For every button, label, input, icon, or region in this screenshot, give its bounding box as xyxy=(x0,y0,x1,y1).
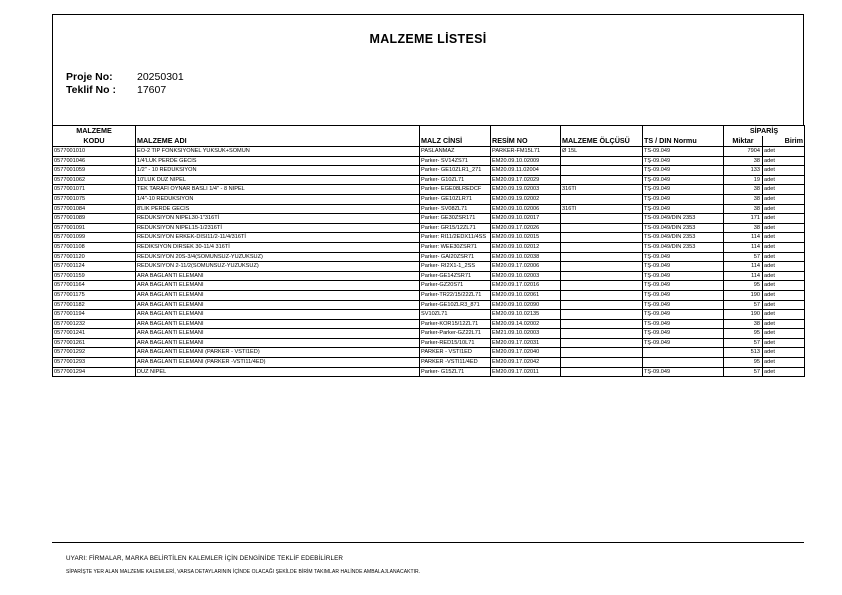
header-box-left-border xyxy=(52,14,53,125)
material-list-table xyxy=(52,125,805,377)
size-cell xyxy=(561,262,643,272)
name-cell: ARA BAGLANTI ELEMANI xyxy=(136,310,420,320)
table-row xyxy=(53,223,805,233)
type-cell: Parker- GE10ZLR1_271 xyxy=(420,166,491,176)
table-row xyxy=(53,252,805,262)
unit-cell: adet xyxy=(763,281,805,291)
name-cell: ARA BAGLANTI ELEMANI xyxy=(136,281,420,291)
qty-cell: 95 xyxy=(724,281,763,291)
unit-cell: adet xyxy=(763,156,805,166)
offer-number-label: Teklif No : xyxy=(66,84,116,96)
code-cell: 0577001293 xyxy=(53,358,136,368)
size-cell xyxy=(561,290,643,300)
qty-cell: 38 xyxy=(724,204,763,214)
code-cell: 0577001120 xyxy=(53,252,136,262)
header-drawing-top xyxy=(491,126,561,137)
type-cell: Parker: GR15/12ZL71 xyxy=(420,223,491,233)
standard-cell: TS-09.049 xyxy=(643,147,724,157)
footer-divider xyxy=(52,542,804,543)
header-size: MALZEME ÖLÇÜSÜ xyxy=(561,136,643,147)
table-row xyxy=(53,329,805,339)
header-type-top xyxy=(420,126,491,137)
table-body xyxy=(53,147,805,377)
name-cell: TEK TARAFI OYNAR BASLI 1/4" - 8 NIPEL xyxy=(136,185,420,195)
size-cell xyxy=(561,194,643,204)
size-cell xyxy=(561,348,643,358)
qty-cell: 7904 xyxy=(724,147,763,157)
table-row xyxy=(53,338,805,348)
header-size-top xyxy=(561,126,643,137)
header-box-right-border xyxy=(803,14,804,125)
size-cell: Ø 15L xyxy=(561,147,643,157)
code-cell: 0577001108 xyxy=(53,242,136,252)
name-cell: ARA BAGLANTI ELEMANI xyxy=(136,300,420,310)
drawing-cell: EM20.09.10.02003 xyxy=(491,271,561,281)
code-cell: 0577001046 xyxy=(53,156,136,166)
unit-cell: adet xyxy=(763,348,805,358)
type-cell: Parker-TR22/15/22ZL71 xyxy=(420,290,491,300)
table-row xyxy=(53,281,805,291)
size-cell xyxy=(561,242,643,252)
unit-cell: adet xyxy=(763,252,805,262)
project-number-value: 20250301 xyxy=(137,71,184,83)
unit-cell: adet xyxy=(763,223,805,233)
standard-cell: TS-09.049/DIN 2353 xyxy=(643,214,724,224)
qty-cell: 133 xyxy=(724,166,763,176)
qty-cell: 513 xyxy=(724,348,763,358)
size-cell xyxy=(561,252,643,262)
size-cell xyxy=(561,156,643,166)
type-cell: Parker- SV14ZS71 xyxy=(420,156,491,166)
name-cell: ARA BAGLANTI ELEMANI (PARKER -VSTI11/4ED) xyxy=(136,358,420,368)
table-row xyxy=(53,367,805,377)
header-order: SİPARİŞ xyxy=(724,126,805,137)
size-cell xyxy=(561,271,643,281)
drawing-cell: EM20.09.10.02038 xyxy=(491,252,561,262)
drawing-cell: EM20.09.10.02135 xyxy=(491,310,561,320)
code-cell: 0577001099 xyxy=(53,233,136,243)
name-cell: 10'LUK DUZ NIPEL xyxy=(136,175,420,185)
unit-cell: adet xyxy=(763,166,805,176)
type-cell: Parker- RI2X1-1_2SS xyxy=(420,262,491,272)
name-cell: ARA BAGLANTI ELEMANI xyxy=(136,329,420,339)
drawing-cell: EM20.09.17.02016 xyxy=(491,281,561,291)
drawing-cell: EM20.09.17.02042 xyxy=(491,358,561,368)
code-cell: 0577001091 xyxy=(53,223,136,233)
standard-cell: TŞ-09.049 xyxy=(643,262,724,272)
size-cell xyxy=(561,214,643,224)
unit-cell: adet xyxy=(763,329,805,339)
header-qty: Miktar xyxy=(724,136,763,147)
standard-cell: TŞ-09.049 xyxy=(643,338,724,348)
code-cell: 0577001062 xyxy=(53,175,136,185)
drawing-cell: EM20.09.17.02040 xyxy=(491,348,561,358)
drawing-cell: EM20.09.10.02090 xyxy=(491,300,561,310)
standard-cell xyxy=(643,358,724,368)
name-cell: REDUKSIYON NIPEL15-1/2316Tİ xyxy=(136,223,420,233)
document-title: MALZEME LİSTESİ xyxy=(369,32,487,46)
type-cell: Parker- G10ZL71 xyxy=(420,175,491,185)
name-cell: 1/2" - 10 REDUKSIYON xyxy=(136,166,420,176)
table-row xyxy=(53,310,805,320)
unit-cell: adet xyxy=(763,290,805,300)
type-cell: Parker-RED15/10L71 xyxy=(420,338,491,348)
drawing-cell: EM20.09.10.02017 xyxy=(491,214,561,224)
name-cell: ARA BAGLANTI ELEMANI xyxy=(136,319,420,329)
type-cell: Parker-GE10ZLR3_871 xyxy=(420,300,491,310)
table-row xyxy=(53,147,805,157)
header-name: MALZEME ADI xyxy=(136,136,420,147)
code-cell: 0577001164 xyxy=(53,281,136,291)
code-cell: 0577001084 xyxy=(53,204,136,214)
drawing-cell: EM20.09.10.02012 xyxy=(491,242,561,252)
type-cell: PASLANMAZ xyxy=(420,147,491,157)
table-row xyxy=(53,319,805,329)
table-row xyxy=(53,233,805,243)
size-cell xyxy=(561,175,643,185)
drawing-cell: EM20.09.17.02031 xyxy=(491,338,561,348)
offer-number-value: 17607 xyxy=(137,84,167,96)
table-row xyxy=(53,271,805,281)
standard-cell: TŞ-09.049 xyxy=(643,166,724,176)
qty-cell: 190 xyxy=(724,310,763,320)
type-cell: Parker- GAI20ZSR71 xyxy=(420,252,491,262)
table-row xyxy=(53,348,805,358)
qty-cell: 57 xyxy=(724,300,763,310)
qty-cell: 114 xyxy=(724,271,763,281)
qty-cell: 57 xyxy=(724,367,763,377)
qty-cell: 38 xyxy=(724,319,763,329)
drawing-cell: EM20.09.17.02026 xyxy=(491,223,561,233)
size-cell xyxy=(561,338,643,348)
name-cell: REDUKSIYON ERKEK-DISI11/2-11/4/316Tİ xyxy=(136,233,420,243)
unit-cell: adet xyxy=(763,185,805,195)
unit-cell: adet xyxy=(763,262,805,272)
name-cell: ARA BAGLANTI ELEMANI xyxy=(136,271,420,281)
qty-cell: 19 xyxy=(724,175,763,185)
code-cell: 0577001241 xyxy=(53,329,136,339)
header-standard-top xyxy=(643,126,724,137)
unit-cell: adet xyxy=(763,242,805,252)
unit-cell: adet xyxy=(763,338,805,348)
name-cell: REDUKSIYON 2-11/2(SOMUNSUZ-YUZUKSUZ) xyxy=(136,262,420,272)
qty-cell: 38 xyxy=(724,223,763,233)
code-cell: 0577001071 xyxy=(53,185,136,195)
table-row xyxy=(53,214,805,224)
code-cell: 0577001232 xyxy=(53,319,136,329)
unit-cell: adet xyxy=(763,367,805,377)
standard-cell: TŞ-09.049 xyxy=(643,271,724,281)
drawing-cell: EM20.09.17.02029 xyxy=(491,175,561,185)
unit-cell: adet xyxy=(763,271,805,281)
type-cell: PARKER -VSTI11/4ED xyxy=(420,358,491,368)
name-cell: 1/4'LUK PERDE GECIS xyxy=(136,156,420,166)
drawing-cell: PARKER-FM15L71 xyxy=(491,147,561,157)
size-cell xyxy=(561,166,643,176)
name-cell: 1/4"-10 REDUKSIYON xyxy=(136,194,420,204)
unit-cell: adet xyxy=(763,204,805,214)
table-row xyxy=(53,290,805,300)
standard-cell xyxy=(643,348,724,358)
drawing-cell: EM20.09.10.02015 xyxy=(491,233,561,243)
name-cell: REDUKSIYON 20S-3/4(SOMUNSUZ-YUZUKSUZ) xyxy=(136,252,420,262)
qty-cell: 38 xyxy=(724,185,763,195)
footer-warning: UYARI: FİRMALAR, MARKA BELİRTİLEN KALEMLER İÇİN DENGİNİDE TEKLİF EDEBİLİRLER xyxy=(66,555,344,562)
standard-cell: TS-09.049/DIN 2353 xyxy=(643,223,724,233)
drawing-cell: EM20.09.17.02011 xyxy=(491,367,561,377)
standard-cell: TŞ-09.049 xyxy=(643,367,724,377)
table-row xyxy=(53,204,805,214)
header-standard: TS / DIN Normu xyxy=(643,136,724,147)
standard-cell: TS-09.049/DIN 2353 xyxy=(643,233,724,243)
type-cell: Parker-GZ20S71 xyxy=(420,281,491,291)
drawing-cell: EM20.09.14.02002 xyxy=(491,319,561,329)
code-cell: 0577001175 xyxy=(53,290,136,300)
project-number-label: Proje No: xyxy=(66,71,113,83)
code-cell: 0577001010 xyxy=(53,147,136,157)
header-unit: Birim xyxy=(763,136,805,147)
standard-cell: TS-09.049/DIN 2353 xyxy=(643,242,724,252)
standard-cell: TŞ-09.049 xyxy=(643,194,724,204)
type-cell: Parker- GE10ZLR71 xyxy=(420,194,491,204)
type-cell: Parker- EGE08LREDCF xyxy=(420,185,491,195)
drawing-cell: EM21.09.10.02003 xyxy=(491,329,561,339)
table-row xyxy=(53,185,805,195)
table-row xyxy=(53,242,805,252)
header-code: KODU xyxy=(53,136,136,147)
qty-cell: 114 xyxy=(724,233,763,243)
type-cell: SV10ZL71 xyxy=(420,310,491,320)
size-cell xyxy=(561,367,643,377)
standard-cell: TŞ-09.049 xyxy=(643,290,724,300)
project-number xyxy=(66,71,184,83)
header-type: MALZ CİNSİ xyxy=(420,136,491,147)
qty-cell: 95 xyxy=(724,329,763,339)
table-row xyxy=(53,156,805,166)
standard-cell: TŞ-09.049 xyxy=(643,281,724,291)
unit-cell: adet xyxy=(763,300,805,310)
name-cell: ARA BAGLANTI ELEMANI xyxy=(136,290,420,300)
code-cell: 0577001182 xyxy=(53,300,136,310)
table-row xyxy=(53,300,805,310)
unit-cell: adet xyxy=(763,233,805,243)
code-cell: 0577001294 xyxy=(53,367,136,377)
qty-cell: 95 xyxy=(724,358,763,368)
type-cell: Parker-Parker-GZ22L71 xyxy=(420,329,491,339)
type-cell: Parker- SV08ZL71 xyxy=(420,204,491,214)
qty-cell: 38 xyxy=(724,156,763,166)
name-cell: ARA BAGLANTI ELEMANI (PARKER - VSTI1ED) xyxy=(136,348,420,358)
size-cell xyxy=(561,281,643,291)
table-row xyxy=(53,166,805,176)
footer-packaging-note: SİPARİŞTE YER ALAN MALZEME KALEMLERİ, VARSA DETAYLARININ İÇİNDE OLACAĞI ŞEKİLDE BİRİM TAKIMLAR HALİNDE AMBALAJLANACAKTIR. xyxy=(66,569,421,575)
qty-cell: 114 xyxy=(724,262,763,272)
drawing-cell: EM20.09.10.02006 xyxy=(491,204,561,214)
header-name-top xyxy=(136,126,420,137)
size-cell xyxy=(561,319,643,329)
standard-cell: TŞ-09.049 xyxy=(643,156,724,166)
standard-cell: TŞ-09.049 xyxy=(643,300,724,310)
header-drawing: RESİM NO xyxy=(491,136,561,147)
size-cell: 316TI xyxy=(561,185,643,195)
table-row xyxy=(53,175,805,185)
table-row xyxy=(53,194,805,204)
code-cell: 0577001059 xyxy=(53,166,136,176)
standard-cell: TŞ-09.049 xyxy=(643,204,724,214)
drawing-cell: EM20.09.17.02006 xyxy=(491,262,561,272)
size-cell xyxy=(561,358,643,368)
size-cell: 316TI xyxy=(561,204,643,214)
qty-cell: 114 xyxy=(724,242,763,252)
qty-cell: 190 xyxy=(724,290,763,300)
qty-cell: 57 xyxy=(724,338,763,348)
drawing-cell: EM20.09.10.02061 xyxy=(491,290,561,300)
unit-cell: adet xyxy=(763,175,805,185)
type-cell: Parker-GE14ZSR71 xyxy=(420,271,491,281)
code-cell: 0577001124 xyxy=(53,262,136,272)
offer-number xyxy=(66,84,166,96)
standard-cell: TŞ-09.049 xyxy=(643,185,724,195)
standard-cell: TŞ-09.049 xyxy=(643,175,724,185)
drawing-cell: EM20.09.19.02002 xyxy=(491,194,561,204)
type-cell: PARKER - VSTI1ED xyxy=(420,348,491,358)
unit-cell: adet xyxy=(763,358,805,368)
name-cell: REDIKSIYON DIRSEK 30-11/4 316Tİ xyxy=(136,242,420,252)
size-cell xyxy=(561,233,643,243)
unit-cell: adet xyxy=(763,214,805,224)
table-row xyxy=(53,262,805,272)
table-row xyxy=(53,358,805,368)
qty-cell: 57 xyxy=(724,252,763,262)
drawing-cell: EM20.09.11.02004 xyxy=(491,166,561,176)
name-cell: DUZ NIPEL xyxy=(136,367,420,377)
size-cell xyxy=(561,223,643,233)
standard-cell: TŞ-09.049 xyxy=(643,329,724,339)
unit-cell: adet xyxy=(763,194,805,204)
drawing-cell: EM20.09.19.02003 xyxy=(491,185,561,195)
qty-cell: 38 xyxy=(724,194,763,204)
type-cell: Parker: RI11/2EDX11/4SS xyxy=(420,233,491,243)
type-cell: Parker- G15ZL71 xyxy=(420,367,491,377)
code-cell: 0577001075 xyxy=(53,194,136,204)
name-cell: 8'LIK PERDE GECIS xyxy=(136,204,420,214)
code-cell: 0577001292 xyxy=(53,348,136,358)
code-cell: 0577001194 xyxy=(53,310,136,320)
code-cell: 0577001159 xyxy=(53,271,136,281)
standard-cell: TS-09.049 xyxy=(643,319,724,329)
type-cell: Parker: WEE30ZSR71 xyxy=(420,242,491,252)
unit-cell: adet xyxy=(763,310,805,320)
unit-cell: adet xyxy=(763,147,805,157)
size-cell xyxy=(561,329,643,339)
unit-cell: adet xyxy=(763,319,805,329)
qty-cell: 171 xyxy=(724,214,763,224)
name-cell: ARA BAGLANTI ELEMANI xyxy=(136,338,420,348)
code-cell: 0577001089 xyxy=(53,214,136,224)
standard-cell: TŞ-09.049 xyxy=(643,310,724,320)
type-cell: Parker-KOR15/12ZL71 xyxy=(420,319,491,329)
name-cell: EO-2 TIP FONKSIYONEL YUKSUK+SOMUN xyxy=(136,147,420,157)
size-cell xyxy=(561,300,643,310)
code-cell: 0577001261 xyxy=(53,338,136,348)
size-cell xyxy=(561,310,643,320)
drawing-cell: EM20.09.10.02009 xyxy=(491,156,561,166)
header-box-top-border xyxy=(52,14,804,15)
standard-cell: TŞ-09.049 xyxy=(643,252,724,262)
type-cell: Parker: GE30ZSR171 xyxy=(420,214,491,224)
name-cell: REDUKSIYON NIPEL30-1"316Tİ xyxy=(136,214,420,224)
header-code-top: MALZEME xyxy=(53,126,136,137)
